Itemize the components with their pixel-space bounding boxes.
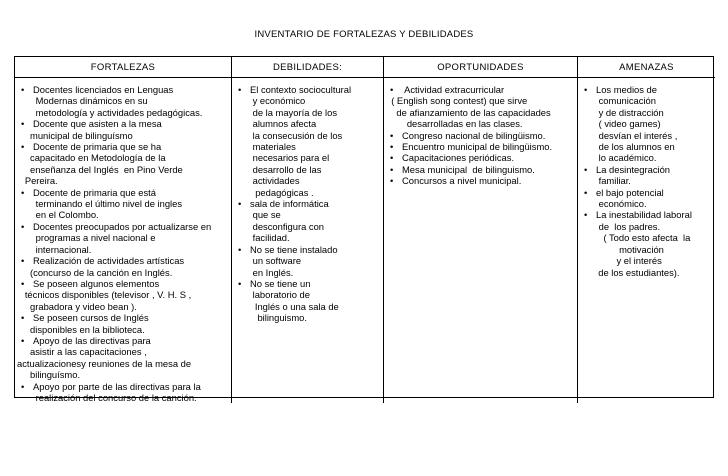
fortalezas-item: [17, 278, 229, 289]
bullet-icon: •: [238, 84, 242, 95]
oportunidades-item-text: Concursos a nivel municipal.: [402, 175, 522, 187]
debilidades-item: [234, 244, 381, 278]
oportunidades-item: [386, 130, 575, 141]
fortalezas-item-text: Docentes licenciados en Lenguas Modernas dinámicos en su metodología y actividades pedagógicas.: [33, 84, 203, 118]
oportunidades-item-text: Encuentro municipal de bilingüismo.: [402, 141, 553, 153]
amenazas-item-text: ( Todo esto afecta la motivación y el interés de los estudiantes).: [598, 232, 691, 278]
oportunidades-item-text: Capacitaciones periódicas.: [402, 152, 515, 164]
debilidades-item: [234, 301, 381, 324]
fortalezas-item-text: Realización de actividades artísticas: [33, 255, 185, 267]
header-oportunidades: OPORTUNIDADES: [384, 57, 578, 78]
amenazas-list: [580, 84, 713, 278]
oportunidades-item-text: Actividad extracurricular: [402, 84, 505, 95]
bullet-icon: •: [21, 380, 25, 392]
oportunidades-item: [386, 175, 575, 186]
amenazas-item: [580, 164, 713, 187]
debilidades-item: [234, 84, 381, 198]
amenazas-item-text: Los medios de comunicación y de distracción ( video games) desvían el interés , de los alumnos en lo académico.: [596, 84, 678, 164]
fortalezas-item-text: Se poseen algunos elementos: [33, 277, 160, 289]
amenazas-item: [580, 187, 713, 210]
inventory-table: [14, 56, 714, 403]
fortalezas-item: [17, 381, 229, 404]
bullet-icon: •: [21, 118, 25, 130]
fortalezas-item-text: Docente que asisten a la mesa: [33, 118, 162, 130]
bullet-icon: •: [390, 152, 394, 164]
amenazas-item: [580, 232, 713, 278]
amenazas-item-text: el bajo potencial económico.: [596, 186, 664, 210]
bullet-icon: •: [584, 186, 588, 198]
fortalezas-item: [17, 221, 229, 255]
amenazas-item: [580, 84, 713, 164]
fortalezas-item: [17, 346, 229, 380]
debilidades-list: [234, 84, 381, 324]
fortalezas-item-text: Docente de primaria que está terminando el último nivel de ingles en el Colombo.: [33, 186, 183, 221]
bullet-icon: •: [21, 186, 25, 198]
bullet-icon: •: [238, 277, 242, 289]
header-debilidades: DEBILIDADES:: [232, 57, 384, 78]
fortalezas-item: [17, 130, 229, 141]
oportunidades-item: [386, 152, 575, 163]
oportunidades-item: [386, 141, 575, 152]
debilidades-item-text: No se tiene un laboratorio de: [250, 277, 311, 301]
bullet-icon: •: [21, 141, 25, 153]
fortalezas-list: [17, 84, 229, 403]
debilidades-item: [234, 278, 381, 301]
fortalezas-item-text: disponibles en la biblioteca.: [17, 323, 145, 335]
fortalezas-item-text: municipal de bilinguísmo: [17, 129, 133, 141]
header-amenazas: AMENAZAS: [578, 57, 715, 78]
amenazas-item-text: La inestabilidad laboral de los padres.: [596, 209, 692, 232]
bullet-icon: •: [21, 255, 25, 267]
bullet-icon: •: [390, 141, 394, 153]
fortalezas-item-text: Apoyo por parte de las directivas para la realización del concurso de la canción.: [33, 380, 201, 403]
bullet-icon: •: [390, 84, 394, 95]
bullet-icon: •: [584, 84, 588, 95]
oportunidades-item-text: Congreso nacional de bilingüismo.: [402, 129, 546, 141]
fortalezas-item: [17, 255, 229, 266]
bullet-icon: •: [238, 243, 242, 255]
bullet-icon: •: [21, 312, 25, 324]
fortalezas-item: [17, 118, 229, 129]
debilidades-item-text: Inglés o una sala de bilinguismo.: [254, 300, 339, 324]
debilidades-item-text: El contexto sociocultural y económico de la mayoría de los alumnos afecta la consecusión de los materiales necesarios para el desarrollo de las actividades pedagógicas .: [250, 84, 352, 198]
header-fortalezas: FORTALEZAS: [15, 57, 232, 78]
bullet-icon: •: [238, 198, 242, 210]
oportunidades-item: [386, 164, 575, 175]
fortalezas-cell: [15, 78, 232, 403]
amenazas-item-text: La desintegración familiar.: [596, 163, 671, 187]
fortalezas-item: [17, 324, 229, 335]
oportunidades-item: [386, 95, 575, 129]
fortalezas-item-text: Apoyo de las directivas para: [33, 334, 151, 346]
fortalezas-item-text: asistir a las capacitaciones , actualizacionesy reuniones de la mesa de bilinguísmo.: [17, 346, 192, 381]
bullet-icon: •: [584, 163, 588, 175]
bullet-icon: •: [584, 209, 588, 221]
fortalezas-item: [17, 267, 229, 278]
bullet-icon: •: [390, 163, 394, 175]
fortalezas-item: [17, 141, 229, 152]
fortalezas-item: [17, 187, 229, 221]
oportunidades-list: [386, 84, 575, 187]
bullet-icon: •: [21, 277, 25, 289]
bullet-icon: •: [21, 220, 25, 232]
debilidades-item-text: sala de informática que se desconfigura con facilidad.: [250, 198, 329, 244]
fortalezas-item-text: técnicos disponibles (televisor , V. H. S , grabadora y video bean ).: [24, 289, 192, 312]
bullet-icon: •: [21, 334, 25, 346]
fortalezas-item: [17, 152, 229, 186]
oportunidades-item: [386, 84, 575, 95]
fortalezas-item-text: capacitado en Metodología de la enseñanza del Inglés en Pino Verde Pereira.: [24, 152, 183, 187]
bullet-icon: •: [21, 84, 25, 95]
amenazas-item: [580, 209, 713, 232]
fortalezas-item-text: Docentes preocupados por actualizarse en programas a nivel nacional e internacional.: [33, 220, 212, 255]
fortalezas-item: [17, 289, 229, 312]
fortalezas-item-text: Se poseen cursos de Inglés: [33, 312, 149, 324]
oportunidades-item-text: ( English song contest) que sirve de afianzamiento de las capacidades desarrolladas en las clases.: [391, 95, 551, 130]
fortalezas-item: [17, 335, 229, 346]
fortalezas-item-text: (concurso de la canción en Inglés.: [17, 266, 173, 278]
fortalezas-item: [17, 312, 229, 323]
fortalezas-item-text: Docente de primaria que se ha: [33, 141, 162, 153]
oportunidades-cell: [384, 78, 578, 403]
debilidades-cell: [232, 78, 384, 403]
amenazas-cell: [578, 78, 715, 403]
debilidades-item-text: No se tiene instalado un software en Inglés.: [250, 243, 338, 278]
bullet-icon: •: [390, 129, 394, 141]
document-title: INVENTARIO DE FORTALEZAS Y DEBILIDADES: [254, 29, 474, 40]
bullet-icon: •: [390, 175, 394, 187]
oportunidades-item-text: Mesa municipal de bilinguismo.: [402, 163, 535, 175]
fortalezas-item: [17, 84, 229, 118]
debilidades-item: [234, 198, 381, 244]
